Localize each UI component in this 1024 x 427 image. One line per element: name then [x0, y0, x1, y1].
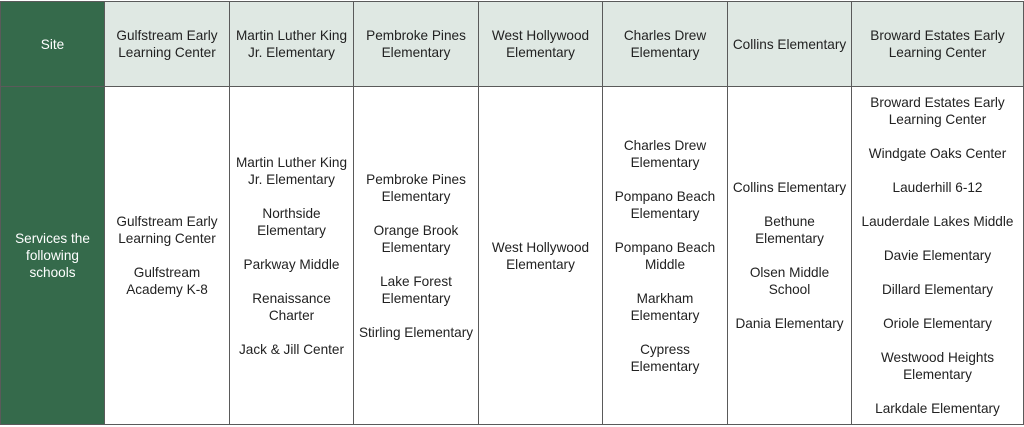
- school-item: Lake Forest Elementary: [380, 273, 452, 306]
- school-item: Northside Elementary: [257, 205, 326, 238]
- school-item: Lauderhill 6-12: [892, 180, 983, 195]
- school-item: Windgate Oaks Center: [868, 146, 1007, 161]
- site-name-cell: Broward Estates Early Learning Center: [852, 2, 1024, 87]
- school-item: Parkway Middle: [243, 256, 340, 272]
- school-item: Markham Elementary: [630, 290, 700, 323]
- school-item: Pompano Beach Elementary: [614, 188, 716, 221]
- schools-cell: [479, 87, 603, 425]
- school-item: Westwood Heights Elementary: [880, 350, 995, 382]
- schools-cell: [852, 87, 1024, 425]
- site-schools-table: [0, 1, 1024, 425]
- school-item: Larkdale Elementary: [875, 401, 1000, 416]
- site-name-cell: Pembroke Pines Elementary: [354, 2, 479, 87]
- site-header-label: Site: [1, 2, 105, 87]
- schools-cell: [105, 87, 230, 425]
- school-item: Gulfstream Academy K-8: [126, 265, 208, 297]
- school-item: Lauderdale Lakes Middle: [861, 214, 1014, 229]
- site-name-cell: West Hollywood Elementary: [479, 2, 603, 87]
- site-name-cell: Collins Elementary: [728, 2, 852, 87]
- school-item: Dillard Elementary: [881, 282, 994, 297]
- schools-cell: [728, 87, 852, 425]
- school-item: West Hollywood Elementary: [491, 239, 590, 272]
- school-item: Davie Elementary: [883, 248, 992, 263]
- school-item: Oriole Elementary: [883, 316, 992, 331]
- site-name-cell: Gulfstream Early Learning Center: [105, 2, 230, 87]
- school-item: Olsen Middle School: [749, 265, 830, 297]
- site-name-cell: Martin Luther King Jr. Elementary: [230, 2, 354, 87]
- school-item: Broward Estates Early Learning Center: [870, 95, 1005, 127]
- school-item: Dania Elementary: [735, 316, 844, 331]
- schools-cell: [603, 87, 728, 425]
- school-item: Renaissance Charter: [252, 290, 331, 323]
- school-item: Martin Luther King Jr. Elementary: [235, 154, 348, 187]
- school-item: Pembroke Pines Elementary: [366, 171, 466, 204]
- school-item: Gulfstream Early Learning Center: [116, 214, 218, 246]
- school-item: Jack & Jill Center: [238, 341, 344, 357]
- school-item: Orange Brook Elementary: [373, 222, 459, 255]
- school-item: Stirling Elementary: [358, 324, 474, 340]
- header-row: [1, 2, 1024, 87]
- schools-cell: [230, 87, 354, 425]
- school-item: Charles Drew Elementary: [623, 137, 707, 170]
- school-item: Pompano Beach Middle: [614, 239, 716, 272]
- school-item: Collins Elementary: [732, 180, 847, 195]
- school-item: Cypress Elementary: [630, 341, 700, 374]
- services-row-label: Services the following schools: [1, 87, 105, 425]
- schools-cell: [354, 87, 479, 425]
- site-name-cell: Charles Drew Elementary: [603, 2, 728, 87]
- school-item: Bethune Elementary: [755, 214, 824, 246]
- schools-row: [1, 87, 1024, 425]
